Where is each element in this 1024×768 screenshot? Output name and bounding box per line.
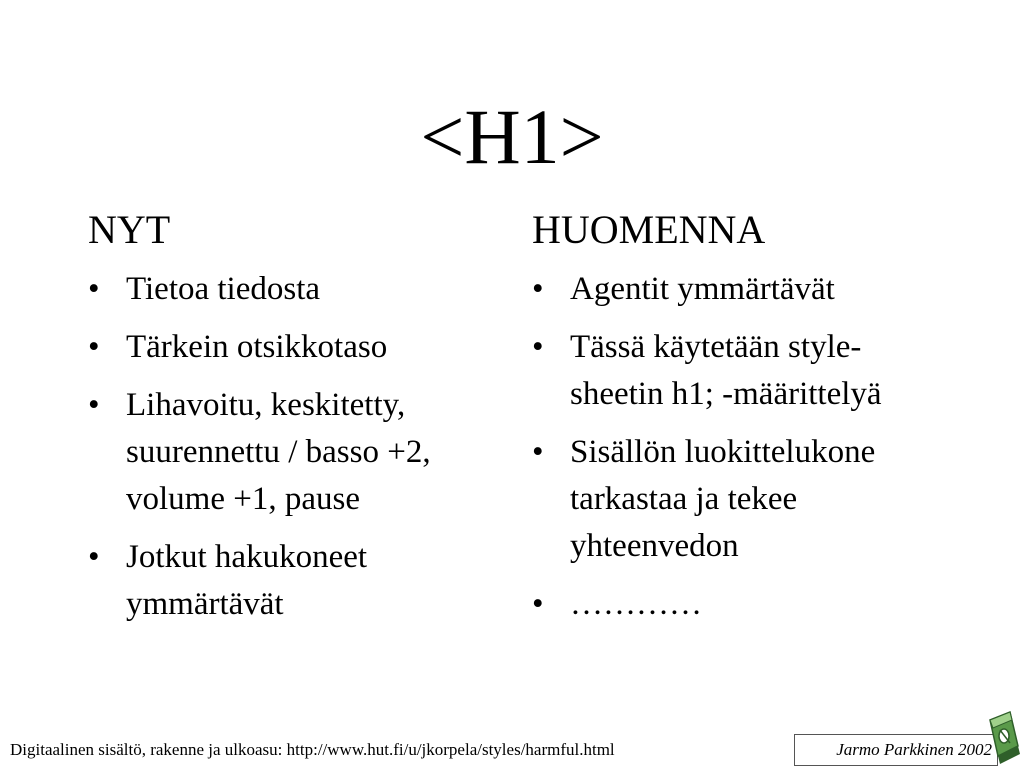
list-item: [532, 429, 952, 570]
footer-author: Jarmo Parkkinen 2002: [836, 740, 992, 759]
bullet-icon: •: [532, 329, 544, 365]
list-item-text: …………: [570, 586, 702, 622]
list-item-text: Tärkein otsikkotaso: [126, 329, 388, 365]
bullet-icon: •: [532, 434, 544, 470]
list-item-text: Tässä käytetään style-sheetin h1; -määrittelyä: [570, 329, 882, 412]
list-item-text: Tietoa tiedosta: [126, 271, 321, 307]
right-column-heading: HUOMENNA: [532, 207, 766, 252]
list-item: [532, 266, 952, 313]
sharpener-icon: [984, 706, 1022, 766]
left-column: [88, 204, 508, 639]
list-item-text: Jotkut hakukoneet ymmärtävät: [126, 539, 368, 622]
list-item: [532, 581, 952, 628]
bullet-icon: •: [88, 271, 100, 307]
left-column-heading: NYT: [88, 207, 171, 252]
list-item: [88, 534, 508, 628]
list-item-text: Lihavoitu, keskitetty, suurennettu / basso +2, volume +1, pause: [126, 387, 431, 517]
slide-title: <H1>: [420, 93, 604, 180]
bullet-icon: •: [88, 387, 100, 423]
right-bullet-list: [532, 266, 952, 628]
bullet-icon: •: [88, 329, 100, 365]
right-column: [532, 204, 952, 639]
list-item-text: Sisällön luokittelukone tarkastaa ja tekee yhteenvedon: [570, 434, 876, 564]
list-item-text: Agentit ymmärtävät: [570, 271, 835, 307]
left-bullet-list: [88, 266, 508, 628]
list-item: [88, 382, 508, 523]
footer-source: Digitaalinen sisältö, rakenne ja ulkoasu: http://www.hut.fi/u/jkorpela/styles/harmful.html: [10, 740, 615, 759]
list-item: [88, 266, 508, 313]
bullet-icon: •: [532, 271, 544, 307]
list-item: [532, 324, 952, 418]
list-item: [88, 324, 508, 371]
bullet-icon: •: [532, 586, 544, 622]
bullet-icon: •: [88, 539, 100, 575]
